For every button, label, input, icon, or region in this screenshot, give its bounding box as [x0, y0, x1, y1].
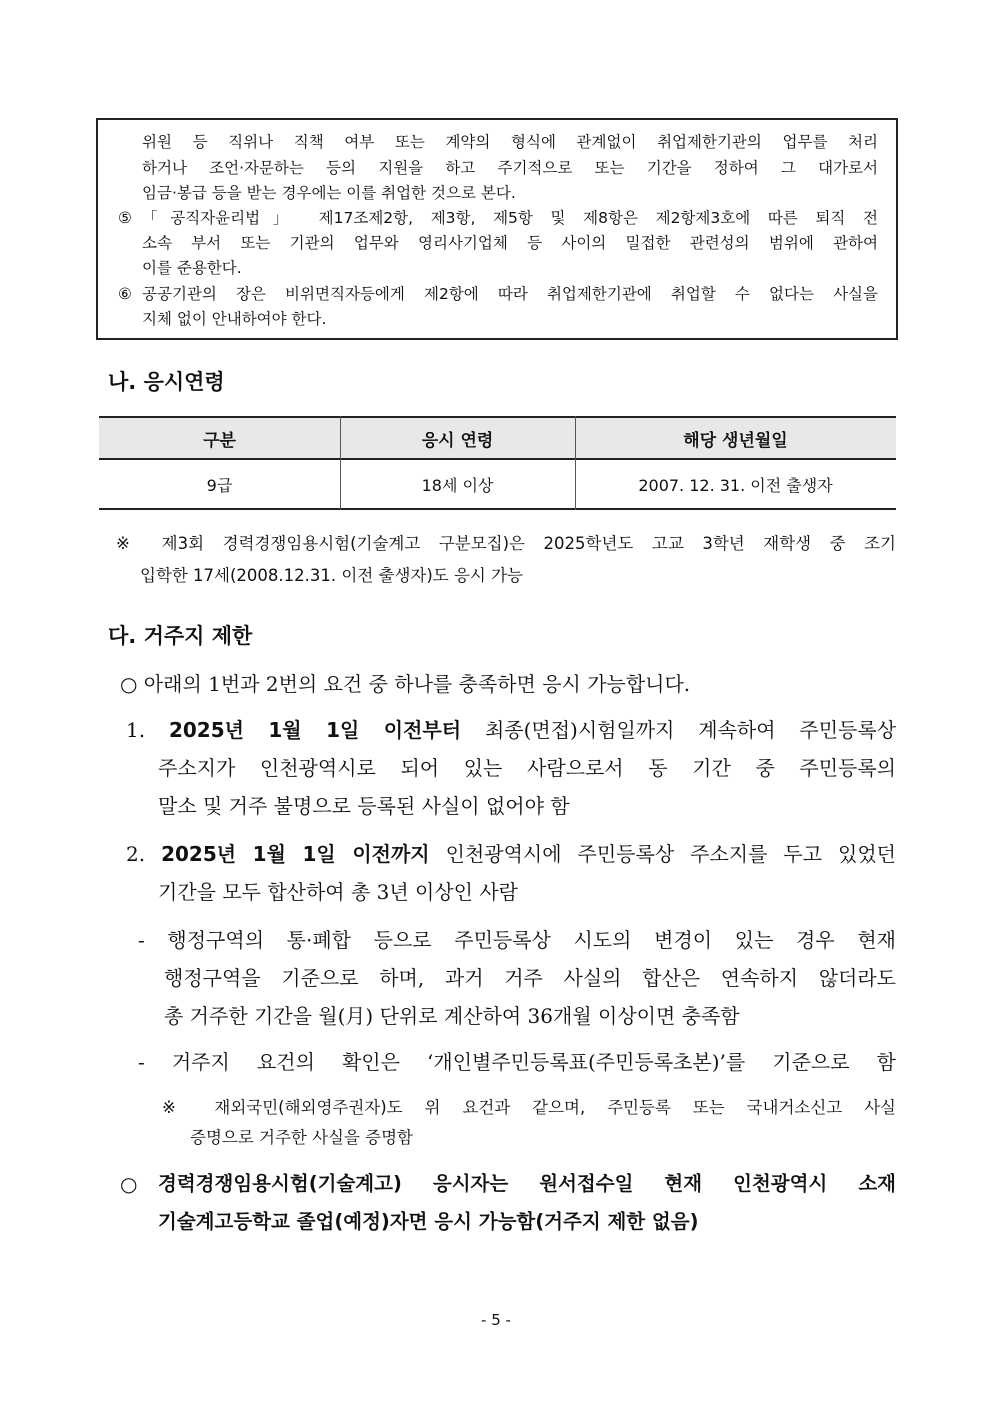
requirement-2-date: 2025년 1월 1일 이전까지 [161, 842, 430, 866]
law-line: 소속 부서 또는 기관의 업무와 영리사기업체 등 사이의 밀접한 관련성의 범위에 관하여 [142, 234, 878, 252]
requirement-2-text: 인천광역시에 주민등록상 주소지를 두고 있었던 [445, 842, 896, 866]
section-heading-age: 나. 응시연령 [108, 370, 225, 394]
table-divider [575, 416, 576, 510]
law-line: 지체 없이 안내하여야 한다. [142, 310, 327, 328]
section-heading-residence: 다. 거주지 제한 [108, 624, 253, 648]
requirement-number: 1. [126, 718, 146, 742]
requirement-1-date: 2025년 1월 1일 이전부터 [168, 718, 462, 742]
residence-note-line: 증명으로 거주한 사실을 증명함 [190, 1128, 413, 1147]
residence-intro: ○ 아래의 1번과 2번의 요건 중 하나를 충족하면 응시 가능합니다. [120, 672, 691, 696]
page-number: - 5 - [481, 1311, 511, 1329]
law-item-marker: ⑤ [118, 209, 132, 227]
law-item-marker: ⑥ [118, 285, 132, 303]
law-line: 위원 등 직위나 직책 여부 또는 계약의 형식에 관계없이 취업제한기관의 업무를 처리 [142, 133, 878, 151]
requirement-1-text: 최종(면접)시험일까지 계속하여 주민등록상 [484, 718, 897, 742]
law-line: 임금·봉급 등을 받는 경우에는 이를 취업한 것으로 본다. [142, 184, 516, 202]
final-notice-line: 기술계고등학교 졸업(예정)자면 응시 가능함(거주지 제한 없음) [158, 1210, 699, 1233]
law-line: 이를 준용한다. [142, 259, 242, 277]
age-note-line: ※ 제3회 경력경쟁임용시험(기술계고 구분모집)은 2025학년도 고교 3학년 재학생 중 조기 [116, 534, 896, 553]
requirement-2-line [126, 840, 896, 868]
age-note-line: 입학한 17세(2008.12.31. 이전 출생자)도 응시 가능 [140, 566, 523, 585]
requirement-1-line: 말소 및 거주 불명으로 등록된 사실이 없어야 함 [158, 794, 570, 818]
circle-marker: ○ [120, 1172, 138, 1196]
table-header-cell: 해당 생년월일 [683, 430, 788, 451]
law-line: 하거나 조언·자문하는 등의 지원을 하고 주기적으로 또는 기간을 정하여 그 대가로서 [142, 159, 878, 177]
dash-item-line: 행정구역을 기준으로 하며, 과거 거주 사실의 합산은 연속하지 않더라도 [164, 966, 896, 990]
age-table [99, 416, 896, 511]
final-notice-line: 경력경쟁임용시험(기술계고) 응시자는 원서접수일 현재 인천광역시 소재 [158, 1172, 896, 1195]
table-cell: 2007. 12. 31. 이전 출생자 [638, 475, 833, 495]
table-header-row [99, 416, 896, 460]
table-header-cell: 구분 [203, 430, 236, 451]
dash-item-line: - 거주지 요건의 확인은 ‘개인별주민등록표(주민등록초본)’를 기준으로 함 [138, 1050, 896, 1074]
table-divider [340, 416, 341, 510]
law-line: 「공직자윤리법」 제17조제2항, 제3항, 제5항 및 제8항은 제2항제3호에 따른 퇴직 전 [142, 209, 878, 227]
residence-note-line: ※ 재외국민(해외영주권자)도 위 요건과 같으며, 주민등록 또는 국내거소신고 사실 [162, 1098, 896, 1117]
table-cell: 18세 이상 [421, 475, 494, 495]
table-cell: 9급 [206, 475, 233, 495]
requirement-1-line [126, 716, 896, 744]
dash-item-line: - 행정구역의 통·폐합 등으로 주민등록상 시도의 변경이 있는 경우 현재 [138, 928, 896, 952]
requirement-number: 2. [126, 842, 146, 866]
requirement-2-line: 기간을 모두 합산하여 총 3년 이상인 사람 [158, 880, 518, 904]
requirement-1-line: 주소지가 인천광역시로 되어 있는 사람으로서 동 기간 중 주민등록의 [158, 756, 896, 780]
table-header-cell: 응시 연령 [421, 430, 494, 451]
law-line: 공공기관의 장은 비위면직자등에게 제2항에 따라 취업제한기관에 취업할 수 없다는 사실을 [142, 285, 878, 303]
table-row [99, 460, 896, 510]
dash-item-line: 총 거주한 기간을 월(月) 단위로 계산하여 36개월 이상이면 충족함 [164, 1004, 740, 1028]
law-excerpt-box [96, 118, 898, 340]
